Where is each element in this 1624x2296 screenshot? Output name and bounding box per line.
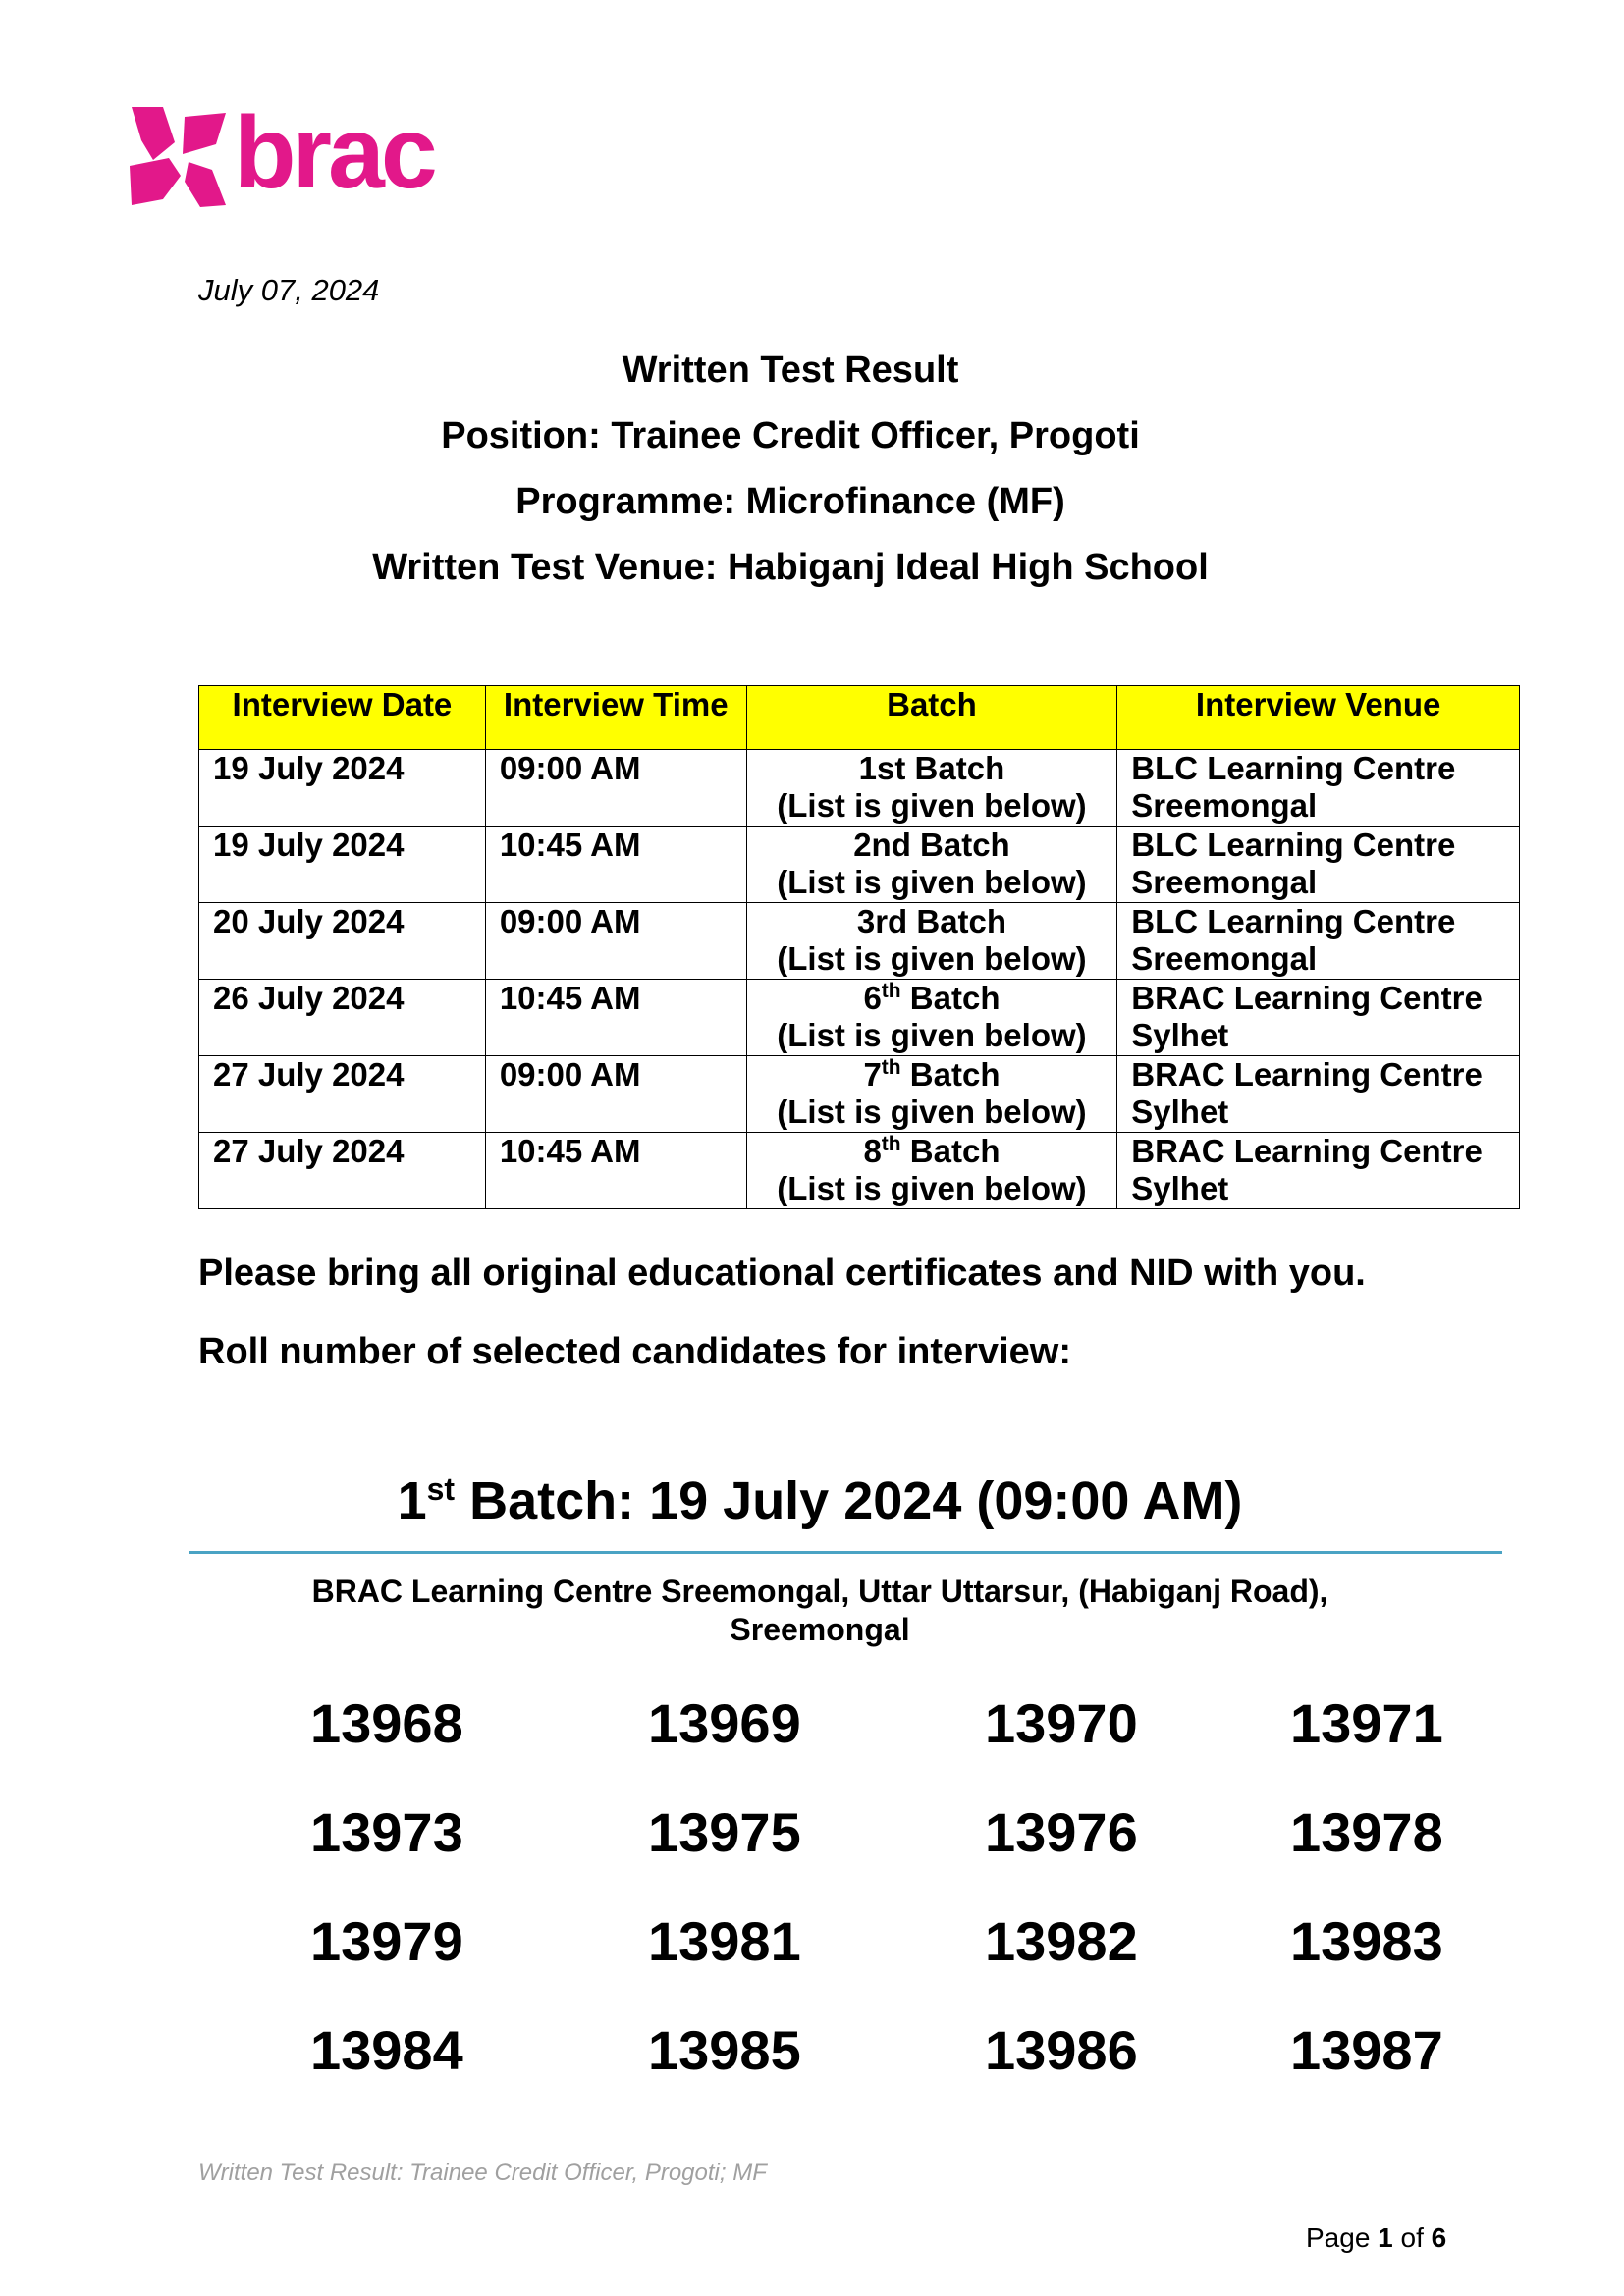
roll-row [0, 1901, 1624, 2010]
interview-time-cell: 10:45 AM [485, 827, 746, 903]
roll-number: 13973 [310, 1801, 463, 1863]
roll-row [0, 2010, 1624, 2119]
roll-number: 13979 [310, 1910, 463, 1972]
brac-pinwheel-icon [124, 103, 237, 211]
roll-number: 13971 [1290, 1692, 1443, 1754]
roll-number: 13970 [985, 1692, 1138, 1754]
batch-divider [189, 1551, 1502, 1554]
document-title: Written Test Result [622, 349, 959, 391]
roll-row [0, 1792, 1624, 1901]
interview-date-cell: 27 July 2024 [199, 1133, 486, 1209]
roll-number: 13986 [985, 2019, 1138, 2081]
interview-venue-cell: BRAC Learning Centre Sylhet [1117, 980, 1520, 1056]
roll-number: 13968 [310, 1692, 463, 1754]
roll-number: 13981 [648, 1910, 801, 1972]
document-date: July 07, 2024 [198, 273, 380, 307]
roll-number: 13987 [1290, 2019, 1443, 2081]
batch-cell: 6th Batch (List is given below) [746, 980, 1117, 1056]
position-line: Position: Trainee Credit Officer, Progoti [441, 415, 1140, 456]
roll-number: 13978 [1290, 1801, 1443, 1863]
interview-venue-cell: BLC Learning Centre Sreemongal [1117, 827, 1520, 903]
column-header: Interview Time [485, 686, 746, 750]
column-header: Batch [746, 686, 1117, 750]
interview-date-cell: 27 July 2024 [199, 1056, 486, 1133]
roll-number: 13983 [1290, 1910, 1443, 1972]
table-row [199, 750, 1520, 827]
roll-number: 13976 [985, 1801, 1138, 1863]
roll-number: 13985 [648, 2019, 801, 2081]
table-row [199, 1133, 1520, 1209]
batch-address: BRAC Learning Centre Sreemongal, Uttar Uttarsur, (Habiganj Road), Sreemongal [311, 1574, 1328, 1647]
interview-schedule-table [198, 685, 1520, 1209]
roll-number-grid [0, 1683, 1624, 2119]
table-row [199, 1056, 1520, 1133]
venue-line: Written Test Venue: Habiganj Ideal High School [372, 547, 1209, 588]
roll-intro: Roll number of selected candidates for interview: [198, 1331, 1071, 1372]
batch-cell: 8th Batch (List is given below) [746, 1133, 1117, 1209]
roll-number: 13969 [648, 1692, 801, 1754]
interview-venue-cell: BLC Learning Centre Sreemongal [1117, 750, 1520, 827]
brac-wordmark: brac [234, 96, 434, 210]
table-row [199, 827, 1520, 903]
interview-time-cell: 09:00 AM [485, 750, 746, 827]
programme-line: Programme: Microfinance (MF) [515, 481, 1065, 522]
interview-venue-cell: BRAC Learning Centre Sylhet [1117, 1133, 1520, 1209]
interview-time-cell: 10:45 AM [485, 980, 746, 1056]
batch-title: 1st Batch: 19 July 2024 (09:00 AM) [397, 1471, 1243, 1530]
batch-cell: 2nd Batch (List is given below) [746, 827, 1117, 903]
interview-time-cell: 09:00 AM [485, 903, 746, 980]
roll-number: 13982 [985, 1910, 1138, 1972]
batch-cell: 7th Batch (List is given below) [746, 1056, 1117, 1133]
interview-time-cell: 10:45 AM [485, 1133, 746, 1209]
interview-venue-cell: BLC Learning Centre Sreemongal [1117, 903, 1520, 980]
interview-date-cell: 19 July 2024 [199, 827, 486, 903]
batch-cell: 1st Batch (List is given below) [746, 750, 1117, 827]
interview-date-cell: 26 July 2024 [199, 980, 486, 1056]
roll-number: 13984 [310, 2019, 463, 2081]
roll-row [0, 1683, 1624, 1792]
interview-time-cell: 09:00 AM [485, 1056, 746, 1133]
column-header: Interview Date [199, 686, 486, 750]
column-header: Interview Venue [1117, 686, 1520, 750]
documents-note: Please bring all original educational certificates and NID with you. [198, 1253, 1366, 1294]
table-header-row [199, 686, 1520, 750]
interview-date-cell: 19 July 2024 [199, 750, 486, 827]
page-number: Page 1 of 6 [1306, 2222, 1447, 2253]
roll-number: 13975 [648, 1801, 801, 1863]
brac-logo [124, 96, 438, 211]
batch-cell: 3rd Batch (List is given below) [746, 903, 1117, 980]
table-row [199, 903, 1520, 980]
interview-date-cell: 20 July 2024 [199, 903, 486, 980]
interview-venue-cell: BRAC Learning Centre Sylhet [1117, 1056, 1520, 1133]
footer-note: Written Test Result: Trainee Credit Officer, Progoti; MF [198, 2160, 767, 2186]
table-row [199, 980, 1520, 1056]
